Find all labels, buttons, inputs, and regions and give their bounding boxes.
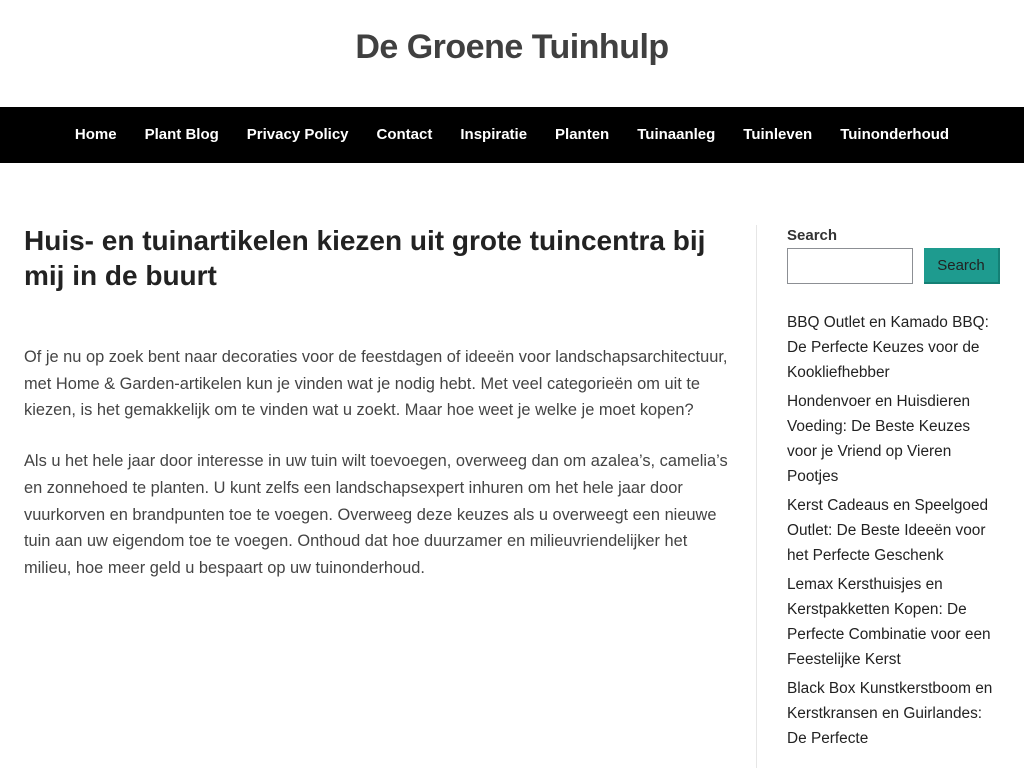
list-item [787,493,1002,568]
list-item [787,389,1002,489]
recent-post-link[interactable]: Hondenvoer en Huisdieren Voeding: De Beste Keuzes voor je Vriend op Vieren Pootjes [787,393,971,485]
nav-item-inspiratie [460,126,527,144]
nav-link-tuinonderhoud[interactable]: Tuinonderhoud [840,126,950,143]
nav-link-privacy-policy[interactable]: Privacy Policy [246,126,349,143]
search-form [787,248,1002,284]
main-nav [0,107,1024,163]
recent-post-link[interactable]: Lemax Kersthuisjes en Kerstpakketten Kopen: De Perfecte Combinatie voor een Feestelijke Kerst [787,576,991,668]
nav-item-home [75,126,117,144]
recent-post-link[interactable]: Kerst Cadeaus en Speelgoed Outlet: De Beste Ideeën voor het Perfecte Geschenk [787,497,989,564]
nav-item-privacy-policy [247,126,349,144]
article-paragraph-1: Of je nu op zoek bent naar decoraties voor de feestdagen of ideeën voor landschapsarchitectuur, met Home & Garden-artikelen kun je vinden wat je nodig hebt. Met veel categorieën om uit te kiezen, is het gemakkelijk om te vinden wat u zoekt. Maar hoe weet je welke je moet kopen? [24,348,728,420]
nav-link-inspiratie[interactable]: Inspiratie [460,126,528,143]
nav-item-plant-blog [145,126,219,144]
content-area [0,163,1024,768]
search-label: Search [787,227,838,244]
nav-item-contact [377,126,433,144]
nav-item-planten [555,126,609,144]
nav-menu [61,126,963,144]
nav-link-home[interactable]: Home [74,126,117,143]
nav-item-tuinaanleg [637,126,715,144]
article-title: Huis- en tuinartikelen kiezen uit grote tuincentra bij mij in de buurt [24,225,706,291]
nav-link-planten[interactable]: Planten [555,126,610,143]
site-header [0,0,1024,107]
sidebar [787,227,1002,755]
list-item [787,572,1002,672]
nav-link-plant-blog[interactable]: Plant Blog [144,126,219,143]
list-item [787,676,1002,751]
sidebar-divider [756,225,757,768]
list-item [787,310,1002,385]
search-button[interactable]: Search [924,248,1000,284]
search-input[interactable] [787,248,913,284]
article [24,223,734,582]
nav-item-tuinleven [743,126,812,144]
recent-posts-list [787,310,1002,751]
nav-link-tuinleven[interactable]: Tuinleven [743,126,813,143]
site-title-link[interactable]: De Groene Tuinhulp [355,28,669,66]
recent-post-link[interactable]: BBQ Outlet en Kamado BBQ: De Perfecte Keuzes voor de Kookliefhebber [787,314,989,381]
nav-link-tuinaanleg[interactable]: Tuinaanleg [637,126,716,143]
nav-item-tuinonderhoud [840,126,949,144]
article-paragraph-2: Als u het hele jaar door interesse in uw tuin wilt toevoegen, overweeg dan om azalea’s, camelia’s en zonnehoed te planten. U kunt zelfs een landschapsexpert inhuren om het hele jaar door vuurkorven en brandpunten toe te voegen. Overweeg deze keuzes als u overweegt een nieuwe tuin aan uw eigendom toe te voegen. Onthoud dat hoe duurzamer en milieuvriendelijker het milieu, hoe meer geld u bespaart op uw tuinonderhoud. [24,452,728,577]
recent-post-link[interactable]: Black Box Kunstkerstboom en Kerstkransen en Guirlandes: De Perfecte [787,680,993,747]
nav-link-contact[interactable]: Contact [376,126,433,143]
